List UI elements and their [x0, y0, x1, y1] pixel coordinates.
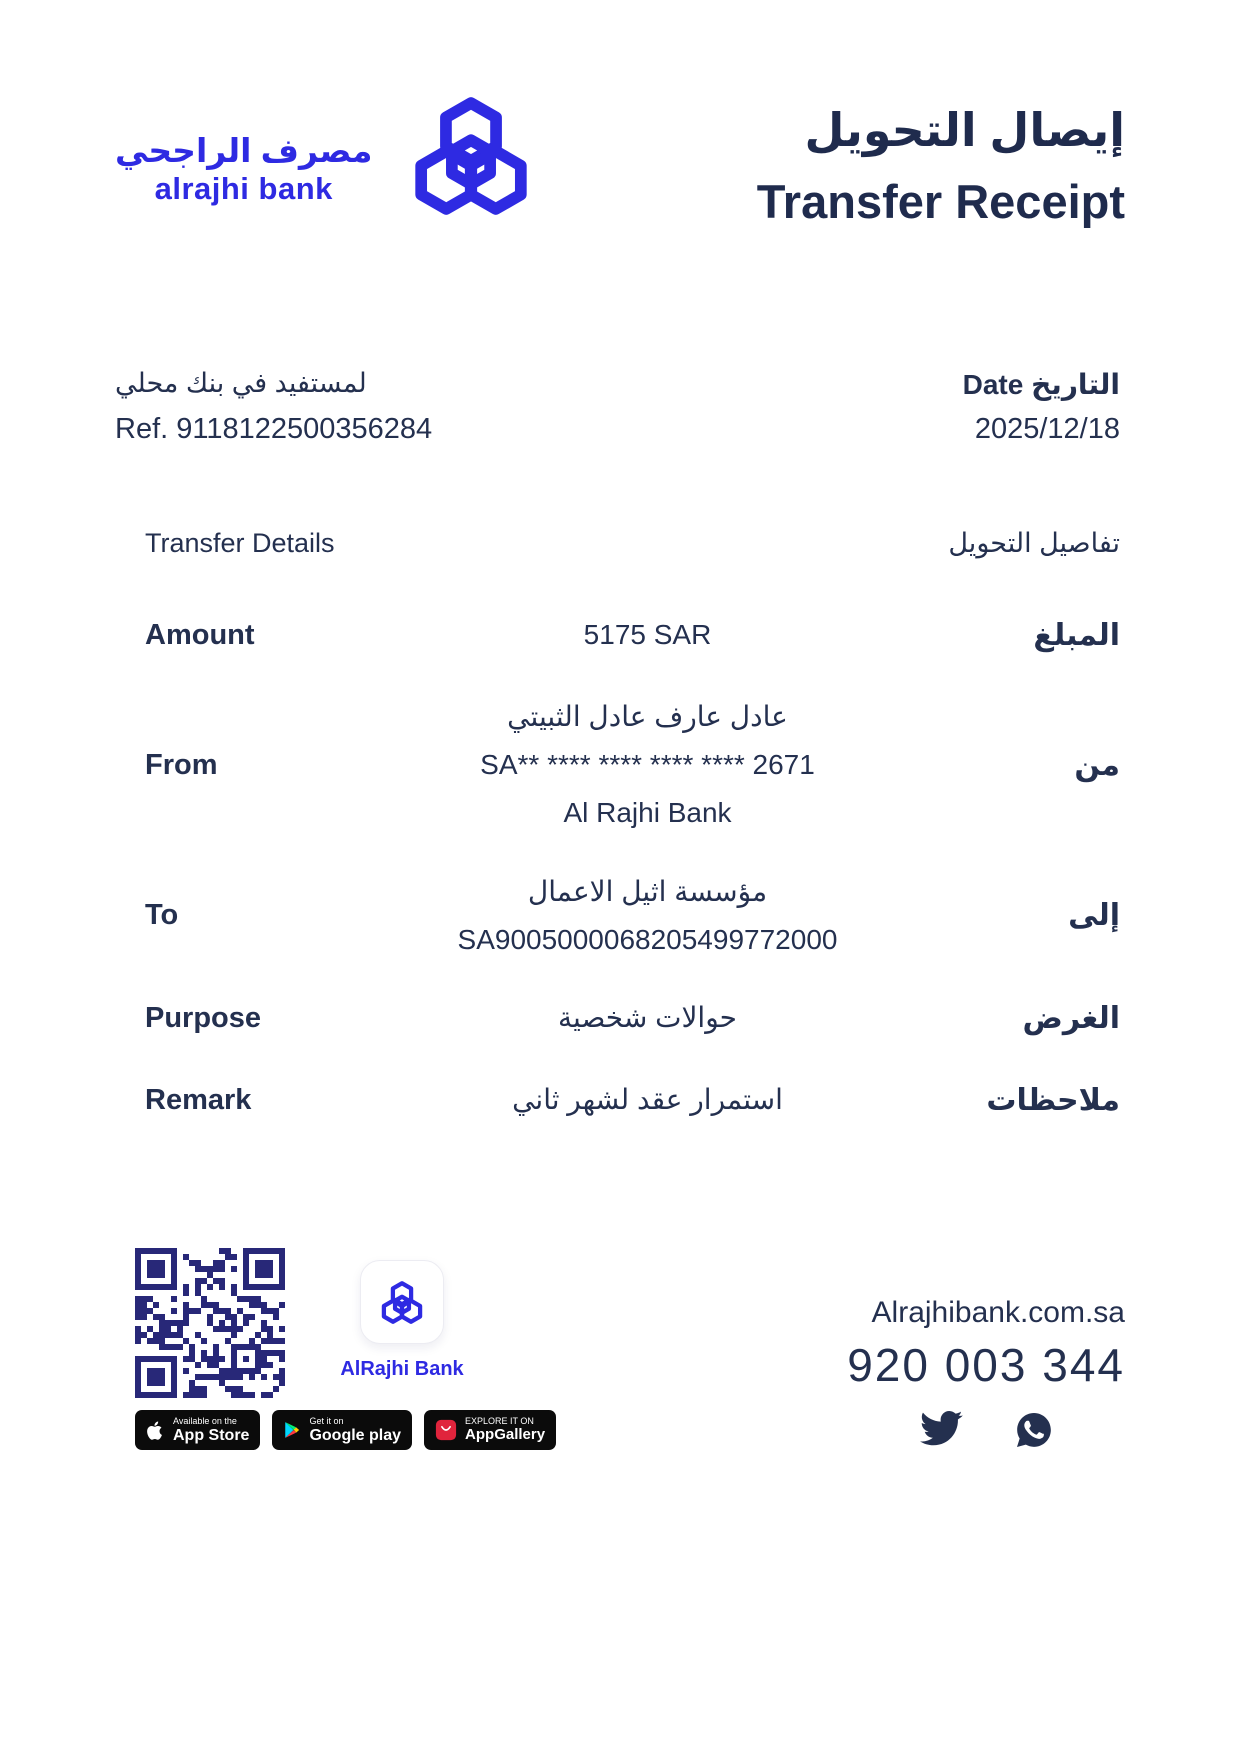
- beneficiary-info: [115, 368, 432, 446]
- footer-right: [847, 1248, 1125, 1450]
- app-store-badge[interactable]: [135, 1410, 260, 1450]
- from-row: [115, 693, 1120, 837]
- purpose-value: حوالات شخصية: [558, 1001, 737, 1033]
- page-title-english: Transfer Receipt: [756, 174, 1125, 228]
- date-label: التاريخ Date: [962, 369, 1120, 400]
- transfer-details-header: [115, 528, 1120, 559]
- badge-bottom-text: Google play: [309, 1426, 402, 1444]
- purpose-row: [115, 994, 1120, 1042]
- from-bank-name: Al Rajhi Bank: [563, 797, 732, 829]
- badge-top-text: EXPLORE IT ON: [465, 1416, 534, 1427]
- badge-top-text: Get it on: [309, 1415, 344, 1426]
- appgallery-badge[interactable]: [424, 1410, 556, 1450]
- alrajhi-logo-text: [115, 105, 372, 206]
- google-play-badge[interactable]: [272, 1410, 412, 1450]
- apple-icon: [146, 1419, 165, 1441]
- meta-section: [115, 368, 1120, 446]
- transfer-details-section: [115, 528, 1120, 1154]
- website-link[interactable]: Alrajhibank.com.sa: [871, 1296, 1125, 1329]
- details-title-english: Transfer Details: [145, 528, 335, 558]
- amount-label-ar: المبلغ: [1033, 618, 1120, 652]
- badge-top-text: Available on the: [173, 1415, 237, 1426]
- alrajhi-logo-arabic: مصرف الراجحي: [115, 132, 373, 170]
- remark-label-en: Remark: [145, 1083, 252, 1116]
- alrajhi-bank-icon: [402, 92, 540, 220]
- social-icons: [847, 1410, 1125, 1450]
- details-title-arabic: تفاصيل التحويل: [948, 528, 1120, 558]
- badge-bottom-text: AppGallery: [465, 1426, 546, 1444]
- purpose-label-ar: الغرض: [1022, 1001, 1120, 1035]
- details-rows: [115, 611, 1120, 1124]
- beneficiary-note: لمستفيد في بنك محلي: [115, 368, 367, 398]
- from-label-ar: من: [1074, 748, 1120, 782]
- to-label-ar: إلى: [1068, 899, 1120, 933]
- whatsapp-icon[interactable]: [1014, 1410, 1054, 1450]
- to-row: [115, 868, 1120, 964]
- page-title-arabic: إيصال التحويل: [804, 104, 1125, 156]
- huawei-appgallery-icon: [435, 1419, 457, 1441]
- amount-label-en: Amount: [145, 618, 255, 651]
- amount-row: [115, 611, 1120, 659]
- amount-value: 5175 SAR: [583, 619, 712, 650]
- reference-number: Ref. 9118122500356284: [115, 413, 433, 445]
- alrajhi-logo-english: alrajhi bank: [154, 170, 333, 206]
- app-name-label: AlRajhi Bank: [340, 1358, 464, 1380]
- from-label-en: From: [145, 748, 218, 781]
- remark-row: [115, 1076, 1120, 1124]
- from-sender-name: عادل عارف عادل الثبيتي: [507, 701, 788, 733]
- store-badges: [135, 1410, 555, 1450]
- alrajhi-app-icon: [360, 1260, 444, 1344]
- to-beneficiary-name: مؤسسة اثيل الاعمال: [527, 875, 768, 907]
- date-info: [963, 368, 1120, 446]
- footer: [135, 1248, 1125, 1450]
- google-play-icon: [283, 1420, 301, 1440]
- footer-left: [135, 1248, 555, 1450]
- remark-label-ar: ملاحظات: [986, 1083, 1120, 1117]
- twitter-icon[interactable]: [918, 1410, 964, 1450]
- app-icon-block: [337, 1260, 467, 1381]
- qr-code: [135, 1248, 285, 1398]
- page-title: [757, 92, 1125, 229]
- to-iban: SA9005000068205499772000: [457, 923, 838, 955]
- date-value: 2025/12/18: [974, 413, 1120, 445]
- remark-value: استمرار عقد لشهر ثاني: [512, 1084, 783, 1116]
- header: [115, 92, 1125, 229]
- from-masked-account: SA** **** **** **** **** 2671: [480, 749, 815, 781]
- purpose-label-en: Purpose: [145, 1001, 262, 1034]
- badge-bottom-text: App Store: [173, 1426, 250, 1444]
- to-value: [350, 868, 945, 964]
- alrajhi-logo: [115, 92, 540, 220]
- to-label-en: To: [145, 899, 179, 932]
- phone-number: 920 003 344: [847, 1339, 1125, 1391]
- from-value: [350, 693, 945, 837]
